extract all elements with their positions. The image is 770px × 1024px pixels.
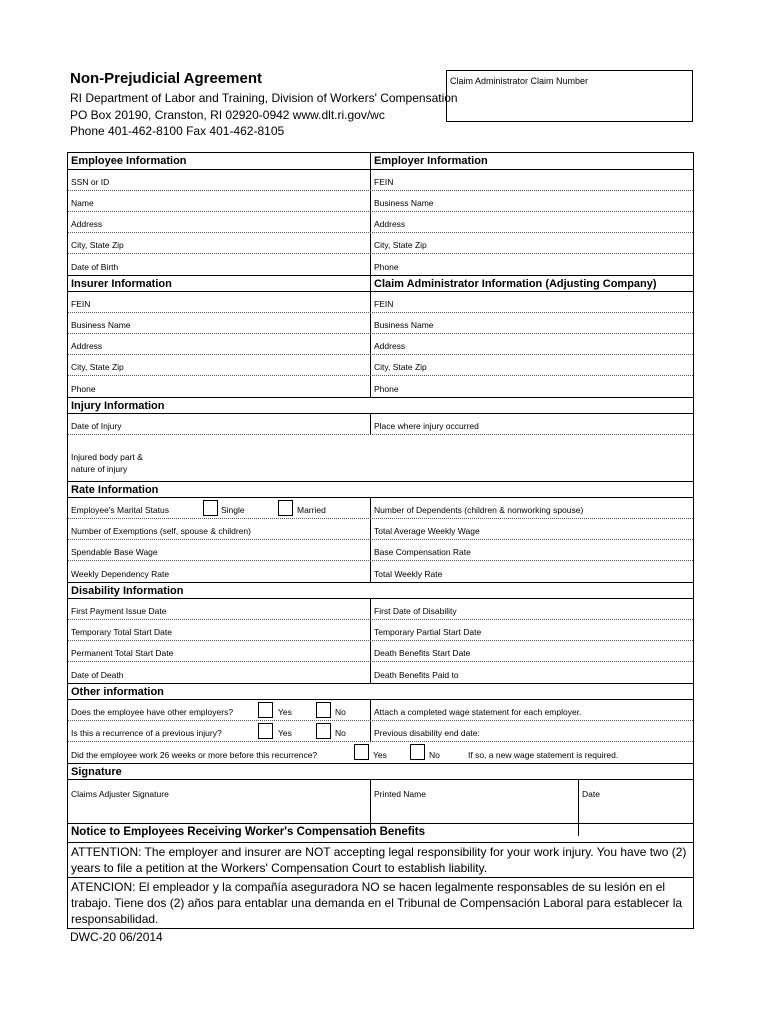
notice-english: ATTENTION: The employer and insurer are NOT accepting legal responsibility for your work injury. You have two (2) years to file a petition at the Workers' Compensation Court to establish liability.	[68, 843, 693, 878]
field-label: Number of Dependents (children & nonworking spouse)	[374, 505, 584, 515]
agreement-form	[67, 152, 694, 836]
injury-body-part-field[interactable]	[68, 435, 693, 481]
death-start-field[interactable]	[370, 641, 693, 661]
new-wage-statement-note: If so, a new wage statement is required.	[468, 750, 619, 760]
claim-admin-business-field[interactable]	[370, 313, 693, 333]
checkbox-label: Yes	[373, 750, 387, 760]
field-label: Business Name	[374, 198, 434, 208]
field-label: Address	[71, 219, 103, 229]
recurrence-question	[68, 721, 370, 741]
weeks-worked-yes-checkbox[interactable]	[354, 744, 369, 760]
injury-heading: Injury Information	[71, 400, 165, 412]
checkbox-label: Yes	[278, 707, 292, 717]
field-label: Is this a recurrence of a previous injury?	[71, 728, 222, 738]
death-date-field[interactable]	[68, 662, 370, 683]
field-label: Phone	[71, 384, 96, 394]
signature-heading: Signature	[71, 766, 122, 778]
field-label: First Payment Issue Date	[71, 606, 167, 616]
field-label: SSN or ID	[71, 177, 110, 187]
insurer-city-field[interactable]	[68, 355, 370, 375]
employer-fein-field[interactable]	[370, 170, 693, 190]
field-label: Temporary Partial Start Date	[374, 627, 482, 637]
field-label: Death Benefits Paid to	[374, 670, 459, 680]
field-label: Temporary Total Start Date	[71, 627, 172, 637]
field-label: Date of Birth	[71, 262, 119, 272]
employer-heading: Employer Information	[374, 155, 488, 167]
married-checkbox[interactable]	[278, 500, 293, 516]
form-id: DWC-20 06/2014	[70, 930, 163, 944]
field-label	[71, 451, 151, 475]
previous-disability-end-field[interactable]	[370, 721, 693, 741]
recurrence-yes-checkbox[interactable]	[258, 723, 273, 739]
insurer-heading: Insurer Information	[71, 278, 172, 290]
rate-heading: Rate Information	[71, 484, 159, 496]
other-employers-yes-checkbox[interactable]	[258, 702, 273, 718]
field-label: Spendable Base Wage	[71, 547, 158, 557]
injury-date-field[interactable]	[68, 414, 370, 434]
field-label: Place where injury occurred	[374, 421, 479, 431]
weeks-worked-question	[68, 742, 693, 763]
field-label: City, State Zip	[71, 240, 124, 250]
section-header	[68, 275, 693, 292]
weekly-dependency-field[interactable]	[68, 561, 370, 582]
agency-phone: Phone 401-462-8100 Fax 401-462-8105	[70, 124, 285, 138]
section-header	[68, 582, 693, 599]
exemptions-field[interactable]	[68, 519, 370, 539]
temp-total-field[interactable]	[68, 620, 370, 640]
field-label: Attach a completed wage statement for each employer.	[374, 707, 582, 717]
field-label: City, State Zip	[71, 362, 124, 372]
temp-partial-field[interactable]	[370, 620, 693, 640]
injury-place-field[interactable]	[370, 414, 693, 434]
field-label: FEIN	[71, 299, 91, 309]
field-label: Name	[71, 198, 94, 208]
perm-total-field[interactable]	[68, 641, 370, 661]
section-header	[68, 153, 693, 170]
field-label: Total Average Weekly Wage	[374, 526, 480, 536]
claim-admin-address-field[interactable]	[370, 334, 693, 354]
field-label: First Date of Disability	[374, 606, 457, 616]
death-paid-to-field[interactable]	[370, 662, 693, 683]
field-label: Date of Injury	[71, 421, 122, 431]
disability-heading: Disability Information	[71, 585, 184, 597]
insurer-business-field[interactable]	[68, 313, 370, 333]
section-header	[68, 481, 693, 498]
field-label: Does the employee have other employers?	[71, 707, 234, 717]
field-label: Employee's Marital Status	[71, 505, 169, 515]
spendable-wage-field[interactable]	[68, 540, 370, 560]
notice-title: Notice to Employees Receiving Worker's Compensation Benefits	[68, 824, 693, 843]
other-heading: Other information	[71, 686, 164, 698]
checkbox-label: Married	[297, 505, 326, 515]
field-label: Weekly Dependency Rate	[71, 569, 170, 579]
first-payment-field[interactable]	[68, 599, 370, 619]
page-title: Non-Prejudicial Agreement	[70, 70, 262, 87]
employer-business-field[interactable]	[370, 191, 693, 211]
checkbox-label: Single	[221, 505, 245, 515]
claim-number-label: Claim Administrator Claim Number	[450, 76, 589, 86]
employer-phone-field[interactable]	[370, 254, 693, 275]
notice-spanish: ATENCION: El empleador y la compañía aseguradora NO se hacen legalmente responsables de su lesión en el trabajo. Tiene dos (2) años para entablar una demanda en el Tribunal de Compensación Laboral para establecer la responsabilidad.	[71, 880, 683, 926]
first-disability-date-field[interactable]	[370, 599, 693, 619]
employee-heading: Employee Information	[71, 155, 187, 167]
employee-notice	[67, 823, 694, 929]
field-label: Business Name	[374, 320, 434, 330]
field-label: Previous disability end date:	[374, 728, 480, 738]
field-label: Permanent Total Start Date	[71, 648, 174, 658]
agency-address: PO Box 20190, Cranston, RI 02920-0942 www.dlt.ri.gov/wc	[70, 108, 385, 122]
recurrence-no-checkbox[interactable]	[316, 723, 331, 739]
claim-number-field[interactable]	[446, 70, 693, 122]
weeks-worked-no-checkbox[interactable]	[410, 744, 425, 760]
claim-admin-heading: Claim Administrator Information (Adjusting Company)	[374, 278, 657, 290]
field-label: Date of Death	[71, 670, 124, 680]
field-label: City, State Zip	[374, 362, 427, 372]
section-header	[68, 763, 693, 780]
checkbox-label: No	[335, 707, 346, 717]
field-label: Business Name	[71, 320, 131, 330]
employer-address-field[interactable]	[370, 212, 693, 232]
checkbox-label: No	[429, 750, 440, 760]
other-employers-question	[68, 700, 370, 720]
employer-city-field[interactable]	[370, 233, 693, 253]
field-label: Address	[374, 341, 406, 351]
insurer-address-field[interactable]	[68, 334, 370, 354]
field-label: FEIN	[374, 177, 394, 187]
single-checkbox[interactable]	[203, 500, 218, 516]
insurer-phone-field[interactable]	[68, 376, 370, 397]
employee-dob-field[interactable]	[68, 254, 370, 275]
field-label: Date	[582, 789, 600, 799]
employee-address-field[interactable]	[68, 212, 370, 232]
claim-admin-phone-field[interactable]	[370, 376, 693, 397]
claim-admin-city-field[interactable]	[370, 355, 693, 375]
field-label: Phone	[374, 262, 399, 272]
employee-name-field[interactable]	[68, 191, 370, 211]
field-label: Total Weekly Rate	[374, 569, 443, 579]
employee-city-field[interactable]	[68, 233, 370, 253]
base-comp-rate-field[interactable]	[370, 540, 693, 560]
field-label: Did the employee work 26 weeks or more before this recurrence?	[71, 750, 318, 760]
field-label: Address	[374, 219, 406, 229]
checkbox-label: No	[335, 728, 346, 738]
agency-name: RI Department of Labor and Training, Division of Workers' Compensation	[70, 91, 458, 105]
insurer-fein-field[interactable]	[68, 292, 370, 312]
field-label: Phone	[374, 384, 399, 394]
field-label: Number of Exemptions (self, spouse & children)	[71, 526, 251, 536]
checkbox-label: Yes	[278, 728, 292, 738]
marital-status-field	[68, 498, 370, 518]
employee-ssn-field[interactable]	[68, 170, 370, 190]
other-employers-no-checkbox[interactable]	[316, 702, 331, 718]
field-label: FEIN	[374, 299, 394, 309]
dependents-field[interactable]	[370, 498, 693, 518]
field-label: City, State Zip	[374, 240, 427, 250]
body-part-label-line2: nature of injury	[71, 464, 128, 474]
claim-admin-fein-field[interactable]	[370, 292, 693, 312]
field-label: Base Compensation Rate	[374, 547, 471, 557]
section-header	[68, 683, 693, 700]
field-label: Death Benefits Start Date	[374, 648, 471, 658]
section-header	[68, 397, 693, 414]
body-part-label-line1: Injured body part &	[71, 452, 143, 462]
field-label: Printed Name	[374, 789, 426, 799]
total-weekly-rate-field[interactable]	[370, 561, 693, 582]
field-label: Address	[71, 341, 103, 351]
wage-statement-note	[370, 700, 693, 720]
field-label: Claims Adjuster Signature	[71, 789, 169, 799]
avg-weekly-wage-field[interactable]	[370, 519, 693, 539]
